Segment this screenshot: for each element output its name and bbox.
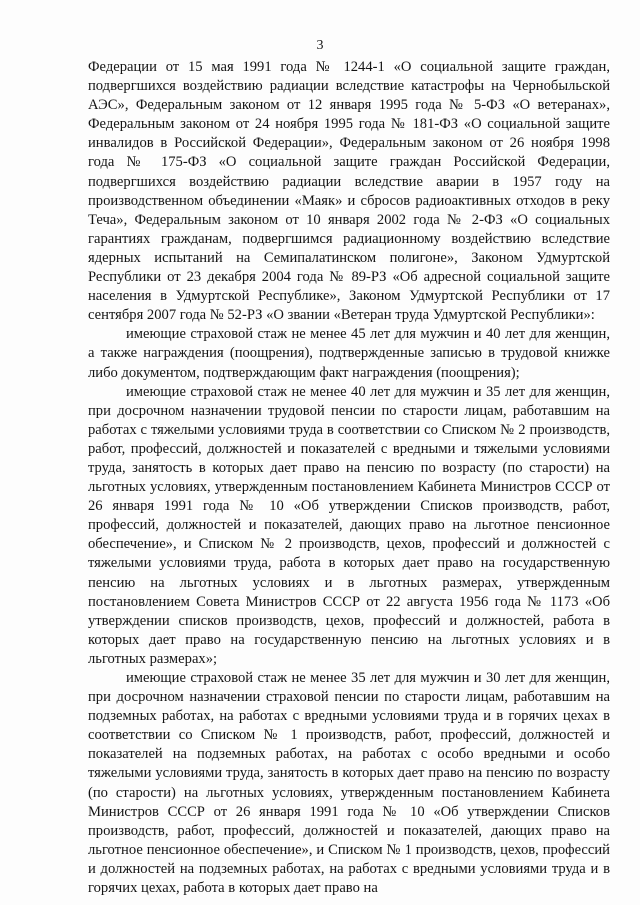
paragraph-law-references: Федерации от 15 мая 1991 года № 1244-1 «О социальной защите граждан, подвергшихся воздействию радиации вследствие катастрофы на Чернобыльской АЭС», Федеральным законом от 12 января 1995 года № 5-ФЗ «О ветеранах», Федеральным законом от 24 ноября 1995 года № 181-ФЗ «О социальной защите инвалидов в Российской Федерации», Федеральным законом от 26 ноября 1998 года № 175-ФЗ «О социальной защите граждан Российской Федерации, подвергшихся воздействию радиации вследствие аварии в 1957 году на производственном объединении «Маяк» и сбросов радиоактивных отходов в реку Теча», Федеральным законом от 10 января 2002 года № 2-ФЗ «О социальных гарантиях гражданам, подвергшимся радиационному воздействию вследствие ядерных испытаний на Семипалатинском полигоне», Законом Удмуртской Республики от 23 декабря 2004 года № 89-РЗ «Об адресной социальной защите населения в Удмуртской Республике», Законом Удмуртской Республики от 17 сентября 2007 года № 52-РЗ «О звании «Ветеран труда Удмуртской Республики»: bbox=[88, 59, 610, 324]
page-number: 3 bbox=[316, 38, 324, 53]
paragraph-insurance-40-35: имеющие страховой стаж не менее 40 лет для мужчин и 35 лет для женщин, при досрочном назначении трудовой пенсии по старости лицам, работавшим на работах с тяжелыми условиями труда в соответствии со Списком № 2 производств, работ, профессий, должностей и показателей с вредными и тяжелыми условиями труда, занятость в которых дает право на пенсию по возрасту (по старости) на льготных условиях, утвержденным постановлением Кабинета Министров СССР от 26 января 1991 года № 10 «Об утверждении Списков производств, работ, профессий, должностей и показателей, дающих право на льготное пенсионное обеспечение», и Списком № 2 производств, цехов, профессий и должностей с тяжелыми условиями труда, работа в которых дает право на государственную пенсию на льготных условиях и в льготных размерах, утвержденным постановлением Совета Министров СССР от 22 августа 1956 года № 1173 «Об утверждении списков производств, цехов, профессий и должностей, работа в которых дает право на государственную пенсию на льготных условиях и в льготных размерах»; bbox=[88, 383, 610, 667]
paragraph-insurance-35-30: имеющие страховой стаж не менее 35 лет для мужчин и 30 лет для женщин, при досрочном назначении страховой пенсии по старости лицам, работавшим на подземных работах, на работах с вредными условиями труда и в горячих цехах в соответствии со Списком № 1 производств, работ, профессий, должностей и показателей на подземных работах, на работах с особо вредными и особо тяжелыми условиями труда, занятость в которых дает право на пенсию по возрасту (по старости) на льготных условиях, утвержденным постановлением Кабинета Министров СССР от 26 января 1991 года № 10 «Об утверждении Списков производств, работ, профессий, должностей и показателей, дающих право на льготное пенсионное обеспечение», и Списком № 1 производств, цехов, профессий и должностей на подземных работах, на работах с вредными условиями труда и в горячих цехах, работа в которых дает право на bbox=[88, 670, 610, 897]
paragraph-insurance-45-40: имеющие страховой стаж не менее 45 лет для мужчин и 40 лет для женщин, а также награждения (поощрения), подтвержденные записью в трудовой книжке либо документом, подтверждающим факт награждения (поощрения); bbox=[88, 326, 610, 381]
document-body bbox=[88, 58, 610, 898]
